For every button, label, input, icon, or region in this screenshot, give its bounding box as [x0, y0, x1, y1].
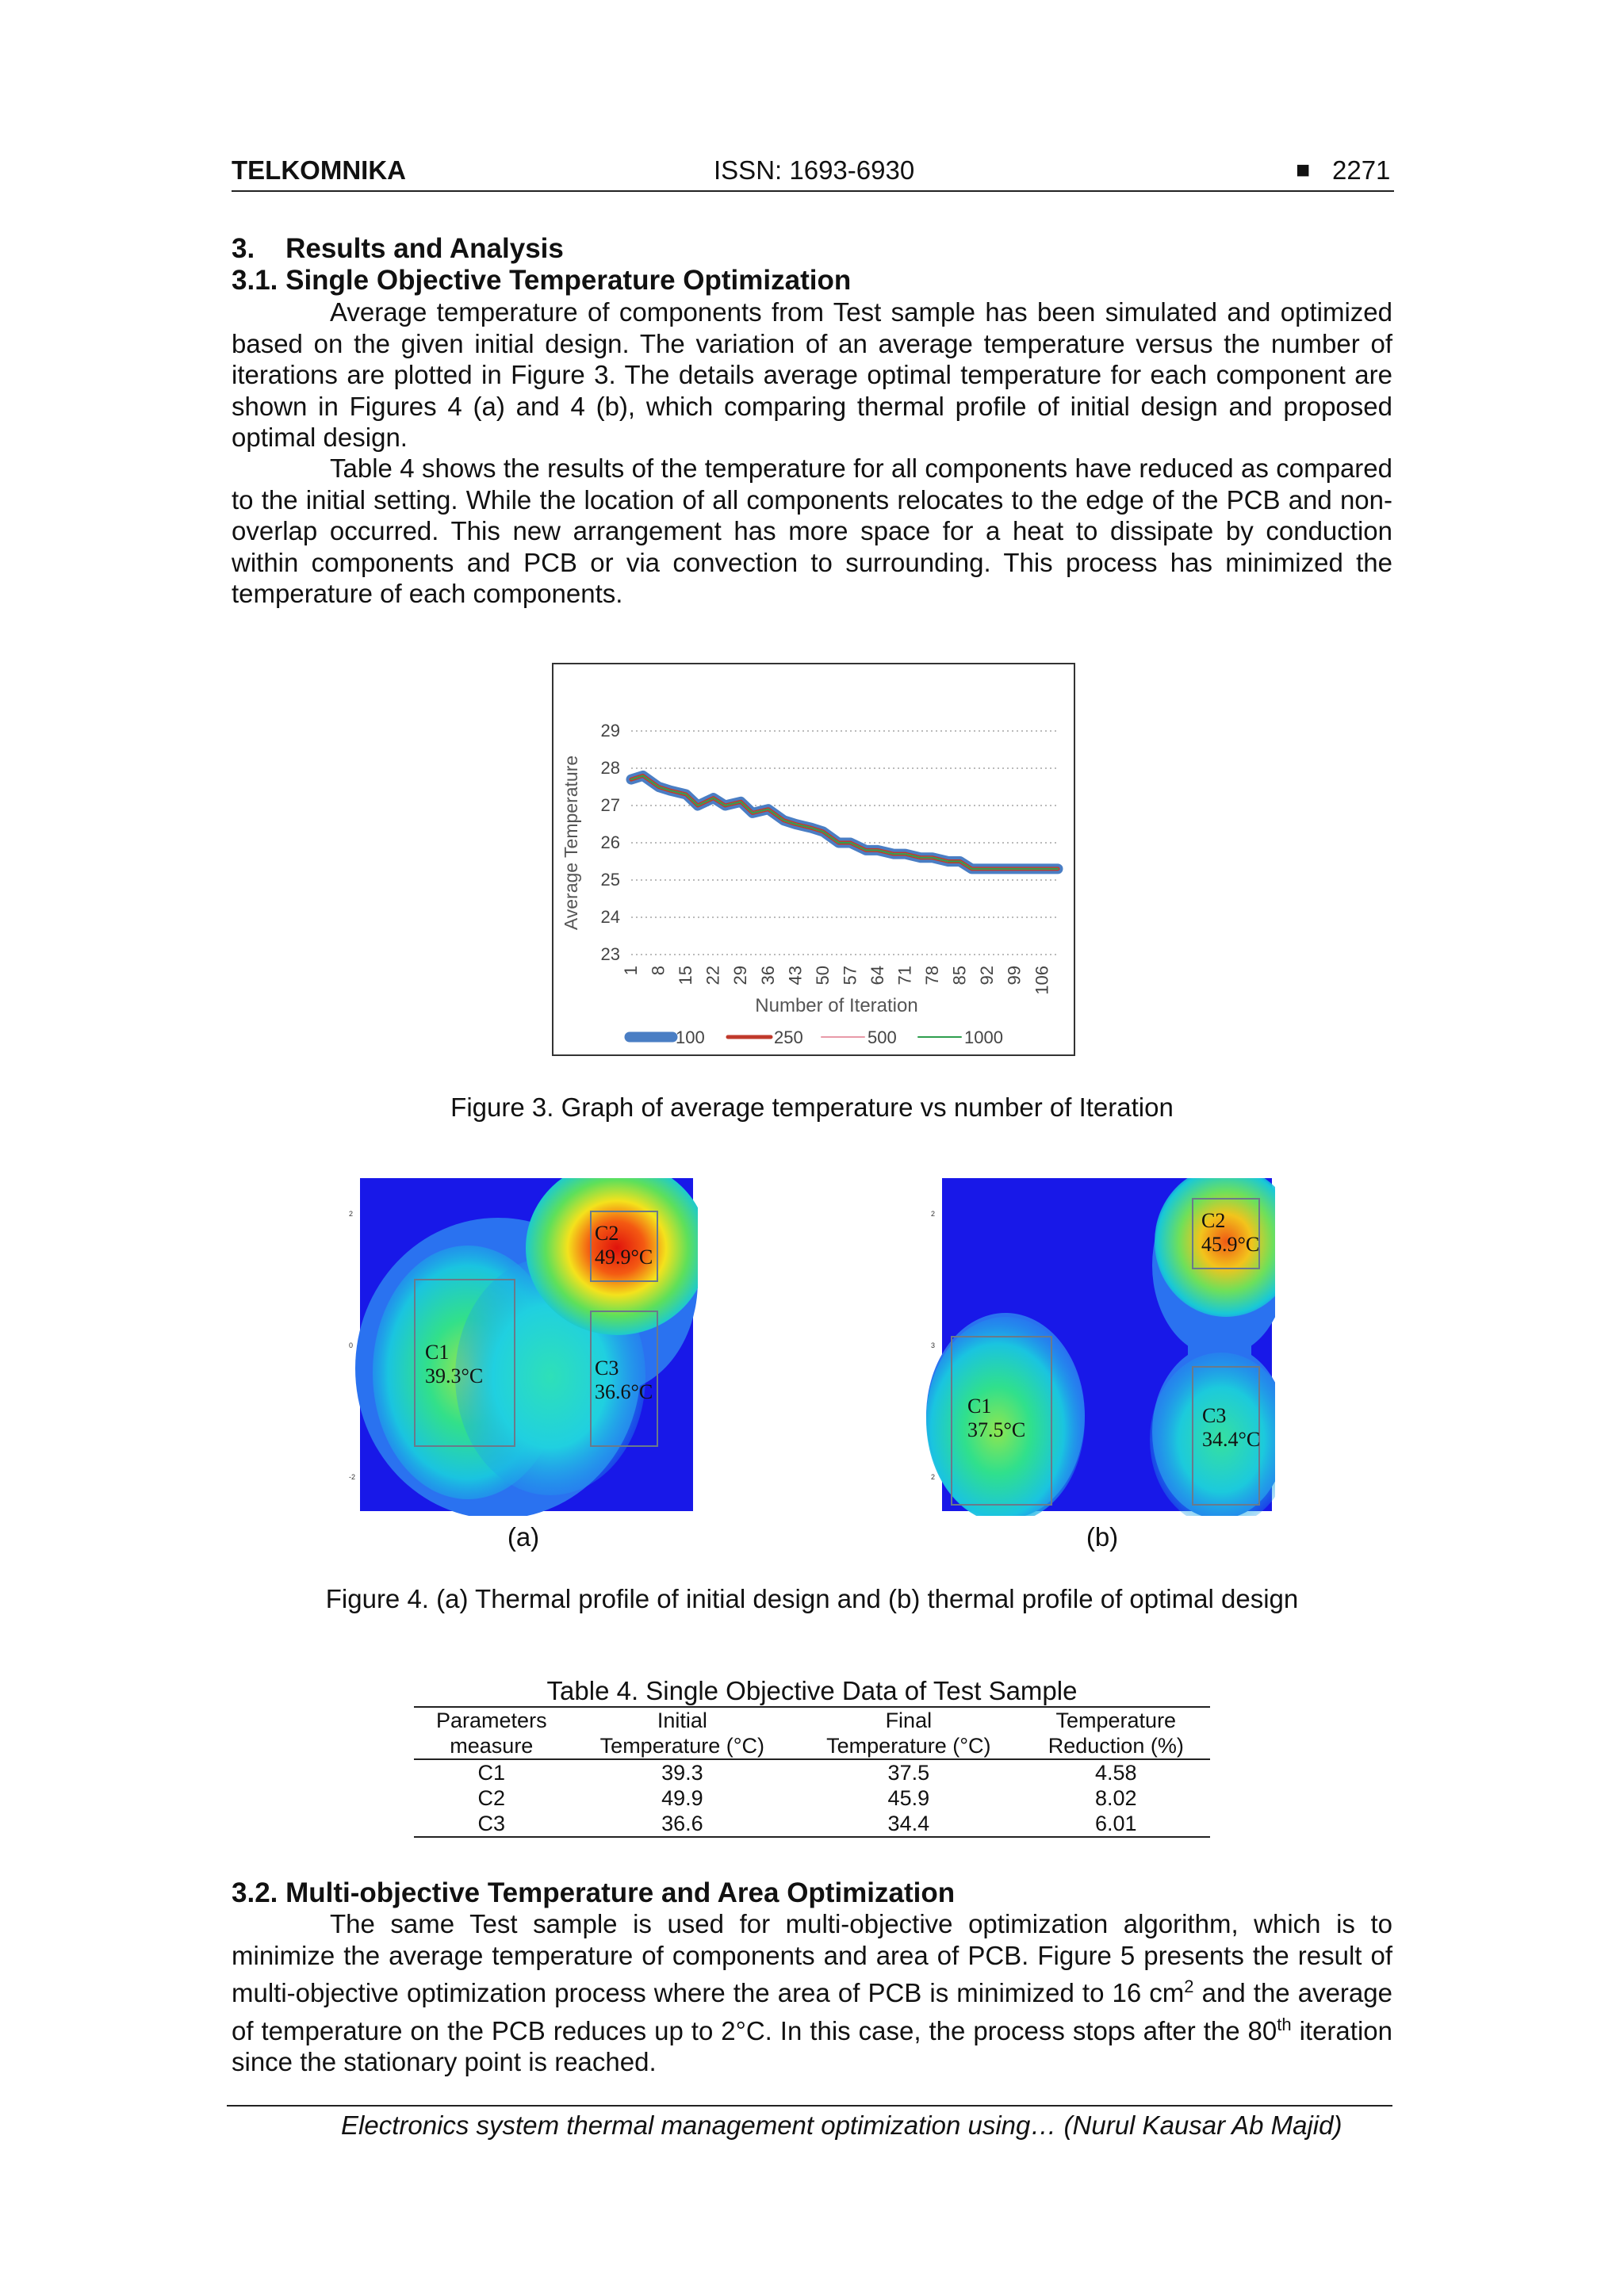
- x-tick-label: 78: [922, 966, 943, 985]
- table-cell: 37.5: [887, 1761, 930, 1785]
- y-tick-label: 24: [600, 907, 620, 927]
- series-line: [631, 775, 1058, 869]
- component-label: C1: [425, 1341, 450, 1364]
- component-label: C2: [1201, 1209, 1226, 1232]
- superscript: th: [1277, 2014, 1292, 2034]
- journal-name: TELKOMNIKA: [232, 155, 406, 185]
- header-text: Final: [885, 1709, 933, 1732]
- table-cell: 45.9: [887, 1786, 930, 1810]
- table-cell: 39.3: [661, 1761, 703, 1785]
- table-cell: 4.58: [1095, 1761, 1137, 1785]
- legend-label: 250: [774, 1027, 803, 1047]
- component-temp: 36.6°C: [595, 1380, 653, 1403]
- y-tick-label: 29: [600, 721, 620, 740]
- superscript: 2: [1184, 1976, 1194, 1996]
- header-cell: [569, 1707, 795, 1759]
- x-tick-label: 43: [785, 966, 806, 985]
- x-axis-label: Number of Iteration: [755, 995, 918, 1016]
- table-cell: 8.02: [1095, 1786, 1137, 1810]
- component-label: C3: [595, 1357, 619, 1380]
- legend-label: 500: [868, 1027, 897, 1047]
- footer-rule: [227, 2105, 1392, 2107]
- axis-tick: 3: [931, 1341, 936, 1349]
- legend-label: 1000: [964, 1027, 1003, 1047]
- table-title: Table 4. Single Objective Data of Test Sample: [546, 1676, 1078, 1705]
- x-tick-label: 106: [1032, 966, 1052, 995]
- paragraph-text: Table 4 shows the results of the temperature for all components have reduced as compared to the initial setting. While the location of all components relocates to the edge of the PCB and non-overlap occurred. This new arrangement has more space for a heat to dissipate by conduction within components and PCB or via convection to surrounding. This process has minimized the temperature of each components.: [232, 453, 1392, 608]
- component-label: C3: [1202, 1404, 1227, 1427]
- axis-tick: 0: [349, 1341, 354, 1349]
- paragraph: [232, 297, 1392, 453]
- figure-3-caption: Figure 3. Graph of average temperature vs number of Iteration: [450, 1093, 1174, 1122]
- y-axis-label: Average Temperature: [561, 755, 581, 931]
- x-tick-label: 1: [621, 966, 641, 976]
- x-tick-label: 99: [1004, 966, 1025, 985]
- page-number: 2271: [1332, 155, 1391, 185]
- x-tick-label: 15: [676, 966, 696, 985]
- table-cell: C3: [477, 1812, 506, 1835]
- y-tick-label: 23: [600, 944, 620, 964]
- data-table: [414, 1706, 1210, 1838]
- series-line: [631, 775, 1058, 869]
- x-tick-label: 85: [949, 966, 970, 985]
- table-cell: 6.01: [1095, 1812, 1137, 1835]
- x-tick-label: 71: [894, 966, 915, 985]
- figure-4-caption: Figure 4. (a) Thermal profile of initial design and (b) thermal profile of optimal design: [325, 1584, 1299, 1613]
- axis-tick: 2: [931, 1210, 936, 1218]
- figure-3-chart: [552, 663, 1075, 1056]
- table-row: [414, 1759, 1210, 1785]
- subfigure-label: (a): [507, 1522, 540, 1552]
- x-tick-label: 92: [977, 966, 998, 985]
- x-tick-label: 22: [703, 966, 723, 985]
- paragraph: [232, 453, 1392, 610]
- header-cell: [414, 1707, 569, 1759]
- heatmap-initial: [349, 1178, 698, 1516]
- header-text: Temperature: [1055, 1709, 1177, 1732]
- header-rule: [232, 190, 1394, 192]
- table-cell: 36.6: [661, 1812, 703, 1835]
- table-row: [414, 1811, 1210, 1837]
- line-chart: [553, 664, 1074, 1054]
- heatmap-optimal: [926, 1178, 1275, 1516]
- component-label: C2: [595, 1222, 619, 1245]
- component-label: C1: [967, 1395, 992, 1418]
- table-row: [414, 1785, 1210, 1811]
- component-temp: 37.5°C: [967, 1418, 1026, 1441]
- header-text: measure: [450, 1734, 534, 1758]
- thermal-profile-optimal: [926, 1178, 1275, 1516]
- axis-tick: -2: [349, 1473, 356, 1481]
- component-temp: 34.4°C: [1202, 1428, 1261, 1451]
- table-cell: C2: [477, 1786, 506, 1810]
- y-tick-label: 26: [600, 832, 620, 852]
- paragraph-text: iteration since the stationary point is reached.: [232, 2015, 1392, 2076]
- subsection-title: 3.1. Single Objective Temperature Optimization: [232, 265, 852, 296]
- table-cell: 49.9: [661, 1786, 703, 1810]
- x-tick-label: 8: [648, 966, 668, 976]
- footer-text: Electronics system thermal management optimization using… (Nurul Kausar Ab Majid): [341, 2110, 1342, 2140]
- x-tick-label: 57: [840, 966, 860, 985]
- x-tick-label: 36: [757, 966, 778, 985]
- thermal-profile-initial: [349, 1178, 698, 1516]
- table-cell: C1: [477, 1761, 506, 1785]
- page-marker-icon: ■: [1296, 157, 1311, 183]
- section-title: 3. Results and Analysis: [232, 233, 564, 264]
- header-text: Initial: [657, 1709, 707, 1732]
- header-text: Reduction (%): [1048, 1734, 1184, 1758]
- table-header-row: [414, 1707, 1210, 1759]
- paragraph: [232, 1908, 1392, 2078]
- table-4: [414, 1676, 1210, 1838]
- y-tick-label: 25: [600, 870, 620, 890]
- x-tick-label: 64: [867, 966, 887, 985]
- component-temp: 45.9°C: [1201, 1233, 1260, 1256]
- subsection-title: 3.2. Multi-objective Temperature and Area Optimization: [232, 1877, 956, 1908]
- header-cell: [795, 1707, 1021, 1759]
- header-text: Parameters: [436, 1709, 547, 1732]
- y-tick-label: 27: [600, 795, 620, 815]
- axis-tick: 2: [349, 1210, 354, 1218]
- paragraph-text: and the average of temperature on the PCB reduces up to 2°C. In this case, the process stops after the 80: [232, 1978, 1392, 2045]
- paragraph-text: The same Test sample is used for multi-objective optimization algorithm, which is to minimize the average temperature of components and area of PCB. Figure 5 presents the result of multi-objective optimization process where the area of PCB is minimized to 16 cm: [232, 1909, 1392, 2007]
- x-tick-label: 29: [730, 966, 751, 985]
- paragraph-text: Average temperature of components from Test sample has been simulated and optimized based on the given initial design. The variation of an average temperature versus the number of iterations are plotted in Figure 3. The details average optimal temperature for each component are shown in Figures 4 (a) and 4 (b), which comparing thermal profile of initial design and proposed optimal design.: [232, 297, 1392, 452]
- y-tick-label: 28: [600, 758, 620, 778]
- series-line: [631, 775, 1058, 869]
- series-line: [631, 775, 1058, 869]
- table-cell: 34.4: [887, 1812, 930, 1835]
- legend-label: 100: [676, 1027, 705, 1047]
- axis-tick: 2: [931, 1473, 936, 1481]
- component-temp: 39.3°C: [425, 1364, 484, 1387]
- x-tick-label: 50: [812, 966, 833, 985]
- header-cell: [1022, 1707, 1210, 1759]
- component-temp: 49.9°C: [595, 1246, 653, 1269]
- header-text: Temperature (°C): [826, 1734, 991, 1758]
- header-text: Temperature (°C): [599, 1734, 765, 1758]
- subfigure-label: (b): [1086, 1522, 1119, 1552]
- issn: ISSN: 1693-6930: [714, 155, 915, 185]
